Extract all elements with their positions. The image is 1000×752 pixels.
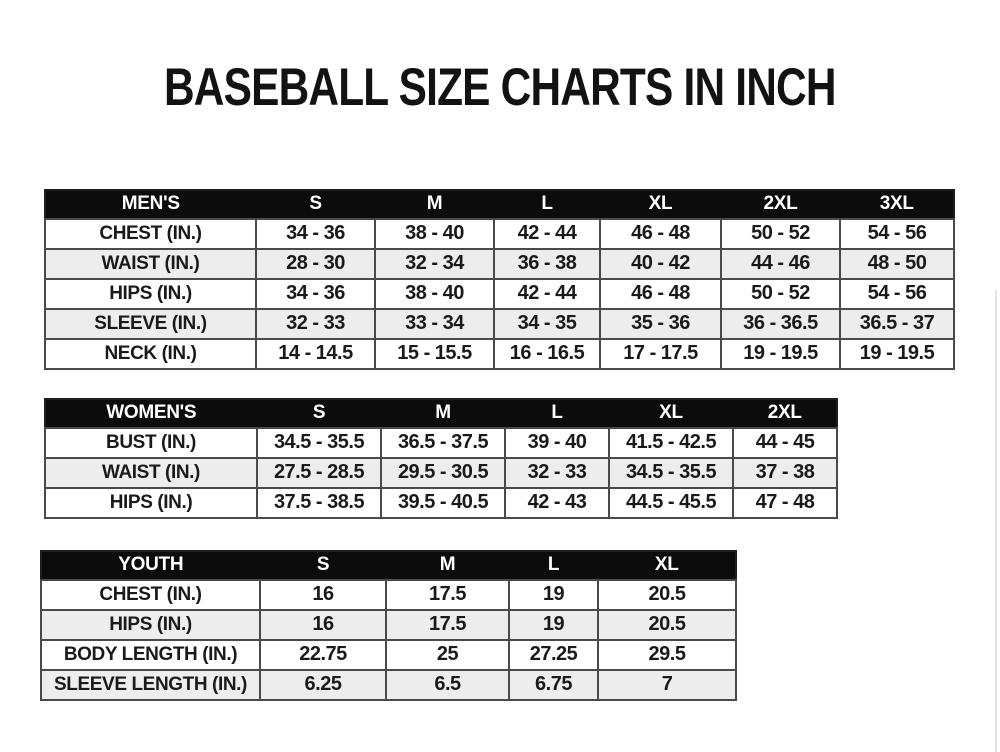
size-value-cell: 32 - 33 <box>505 458 609 488</box>
size-value-cell: 44.5 - 45.5 <box>609 488 733 518</box>
size-value-cell: 42 - 43 <box>505 488 609 518</box>
size-value-cell: 34 - 36 <box>256 279 375 309</box>
tables-container <box>0 189 1000 701</box>
column-header-m: M <box>375 190 494 219</box>
column-header-l: L <box>509 551 598 580</box>
size-value-cell: 42 - 44 <box>494 279 600 309</box>
size-value-cell: 34 - 36 <box>256 219 375 249</box>
size-value-cell: 16 <box>260 610 386 640</box>
row-label: WAIST (IN.) <box>45 249 256 279</box>
size-value-cell: 32 - 33 <box>256 309 375 339</box>
column-header-xl: XL <box>598 551 736 580</box>
size-value-cell: 36 - 36.5 <box>721 309 840 339</box>
row-label: NECK (IN.) <box>45 339 256 369</box>
row-label: BUST (IN.) <box>45 428 257 458</box>
column-header-s: S <box>260 551 386 580</box>
table-row <box>45 339 954 369</box>
size-value-cell: 22.75 <box>260 640 386 670</box>
size-value-cell: 37.5 - 38.5 <box>257 488 381 518</box>
size-value-cell: 34.5 - 35.5 <box>609 458 733 488</box>
womens-table-title: WOMEN'S <box>45 399 257 428</box>
size-value-cell: 29.5 - 30.5 <box>381 458 505 488</box>
size-value-cell: 6.5 <box>386 670 509 700</box>
mens-size-table <box>44 189 955 370</box>
youth-table-title: YOUTH <box>41 551 260 580</box>
womens-header-row <box>45 399 837 428</box>
size-value-cell: 27.25 <box>509 640 598 670</box>
table-row <box>45 279 954 309</box>
size-value-cell: 36.5 - 37 <box>840 309 954 339</box>
table-row <box>45 249 954 279</box>
size-value-cell: 19 - 19.5 <box>840 339 954 369</box>
size-value-cell: 28 - 30 <box>256 249 375 279</box>
size-value-cell: 38 - 40 <box>375 219 494 249</box>
size-value-cell: 29.5 <box>598 640 736 670</box>
youth-header-row <box>41 551 736 580</box>
table-row <box>45 428 837 458</box>
row-label: CHEST (IN.) <box>45 219 256 249</box>
page-title-text: BASEBALL SIZE CHARTS IN INCH <box>164 58 836 117</box>
womens-size-table <box>44 398 838 519</box>
mens-header-row <box>45 190 954 219</box>
size-value-cell: 19 <box>509 580 598 610</box>
size-value-cell: 54 - 56 <box>840 279 954 309</box>
size-value-cell: 46 - 48 <box>600 279 721 309</box>
size-value-cell: 50 - 52 <box>721 279 840 309</box>
size-value-cell: 34.5 - 35.5 <box>257 428 381 458</box>
row-label: BODY LENGTH (IN.) <box>41 640 260 670</box>
table-row <box>41 610 736 640</box>
column-header-xl: XL <box>600 190 721 219</box>
size-value-cell: 6.75 <box>509 670 598 700</box>
size-value-cell: 54 - 56 <box>840 219 954 249</box>
size-value-cell: 34 - 35 <box>494 309 600 339</box>
column-header-l: L <box>505 399 609 428</box>
column-header-s: S <box>256 190 375 219</box>
right-edge-artifact <box>995 290 997 752</box>
size-value-cell: 40 - 42 <box>600 249 721 279</box>
size-value-cell: 33 - 34 <box>375 309 494 339</box>
mens-table-title: MEN'S <box>45 190 256 219</box>
size-value-cell: 19 - 19.5 <box>721 339 840 369</box>
size-value-cell: 37 - 38 <box>733 458 837 488</box>
table-row <box>45 488 837 518</box>
size-value-cell: 48 - 50 <box>840 249 954 279</box>
womens-size-table-section <box>44 398 1000 519</box>
row-label: HIPS (IN.) <box>45 488 257 518</box>
size-value-cell: 20.5 <box>598 610 736 640</box>
size-value-cell: 44 - 46 <box>721 249 840 279</box>
size-value-cell: 6.25 <box>260 670 386 700</box>
page-title <box>0 60 1000 116</box>
row-label: SLEEVE (IN.) <box>45 309 256 339</box>
size-value-cell: 19 <box>509 610 598 640</box>
size-value-cell: 16 <box>260 580 386 610</box>
size-value-cell: 46 - 48 <box>600 219 721 249</box>
column-header-m: M <box>386 551 509 580</box>
column-header-2xl: 2XL <box>733 399 837 428</box>
size-value-cell: 42 - 44 <box>494 219 600 249</box>
size-value-cell: 41.5 - 42.5 <box>609 428 733 458</box>
column-header-3xl: 3XL <box>840 190 954 219</box>
size-value-cell: 7 <box>598 670 736 700</box>
size-value-cell: 39 - 40 <box>505 428 609 458</box>
size-value-cell: 39.5 - 40.5 <box>381 488 505 518</box>
size-value-cell: 14 - 14.5 <box>256 339 375 369</box>
size-value-cell: 25 <box>386 640 509 670</box>
table-row <box>45 458 837 488</box>
size-value-cell: 50 - 52 <box>721 219 840 249</box>
size-value-cell: 44 - 45 <box>733 428 837 458</box>
column-header-2xl: 2XL <box>721 190 840 219</box>
size-value-cell: 35 - 36 <box>600 309 721 339</box>
size-value-cell: 36 - 38 <box>494 249 600 279</box>
size-value-cell: 47 - 48 <box>733 488 837 518</box>
size-value-cell: 38 - 40 <box>375 279 494 309</box>
column-header-l: L <box>494 190 600 219</box>
row-label: SLEEVE LENGTH (IN.) <box>41 670 260 700</box>
size-value-cell: 20.5 <box>598 580 736 610</box>
size-value-cell: 17.5 <box>386 610 509 640</box>
row-label: HIPS (IN.) <box>45 279 256 309</box>
row-label: WAIST (IN.) <box>45 458 257 488</box>
youth-size-table-section <box>40 550 1000 701</box>
table-row <box>45 219 954 249</box>
size-value-cell: 36.5 - 37.5 <box>381 428 505 458</box>
column-header-s: S <box>257 399 381 428</box>
table-row <box>41 670 736 700</box>
row-label: HIPS (IN.) <box>41 610 260 640</box>
size-value-cell: 17 - 17.5 <box>600 339 721 369</box>
size-value-cell: 27.5 - 28.5 <box>257 458 381 488</box>
column-header-xl: XL <box>609 399 733 428</box>
row-label: CHEST (IN.) <box>41 580 260 610</box>
column-header-m: M <box>381 399 505 428</box>
size-value-cell: 16 - 16.5 <box>494 339 600 369</box>
table-row <box>41 580 736 610</box>
table-row <box>41 640 736 670</box>
size-value-cell: 17.5 <box>386 580 509 610</box>
size-value-cell: 32 - 34 <box>375 249 494 279</box>
mens-size-table-section <box>44 189 1000 370</box>
youth-size-table <box>40 550 737 701</box>
size-value-cell: 15 - 15.5 <box>375 339 494 369</box>
size-chart-page <box>0 60 1000 752</box>
table-row <box>45 309 954 339</box>
